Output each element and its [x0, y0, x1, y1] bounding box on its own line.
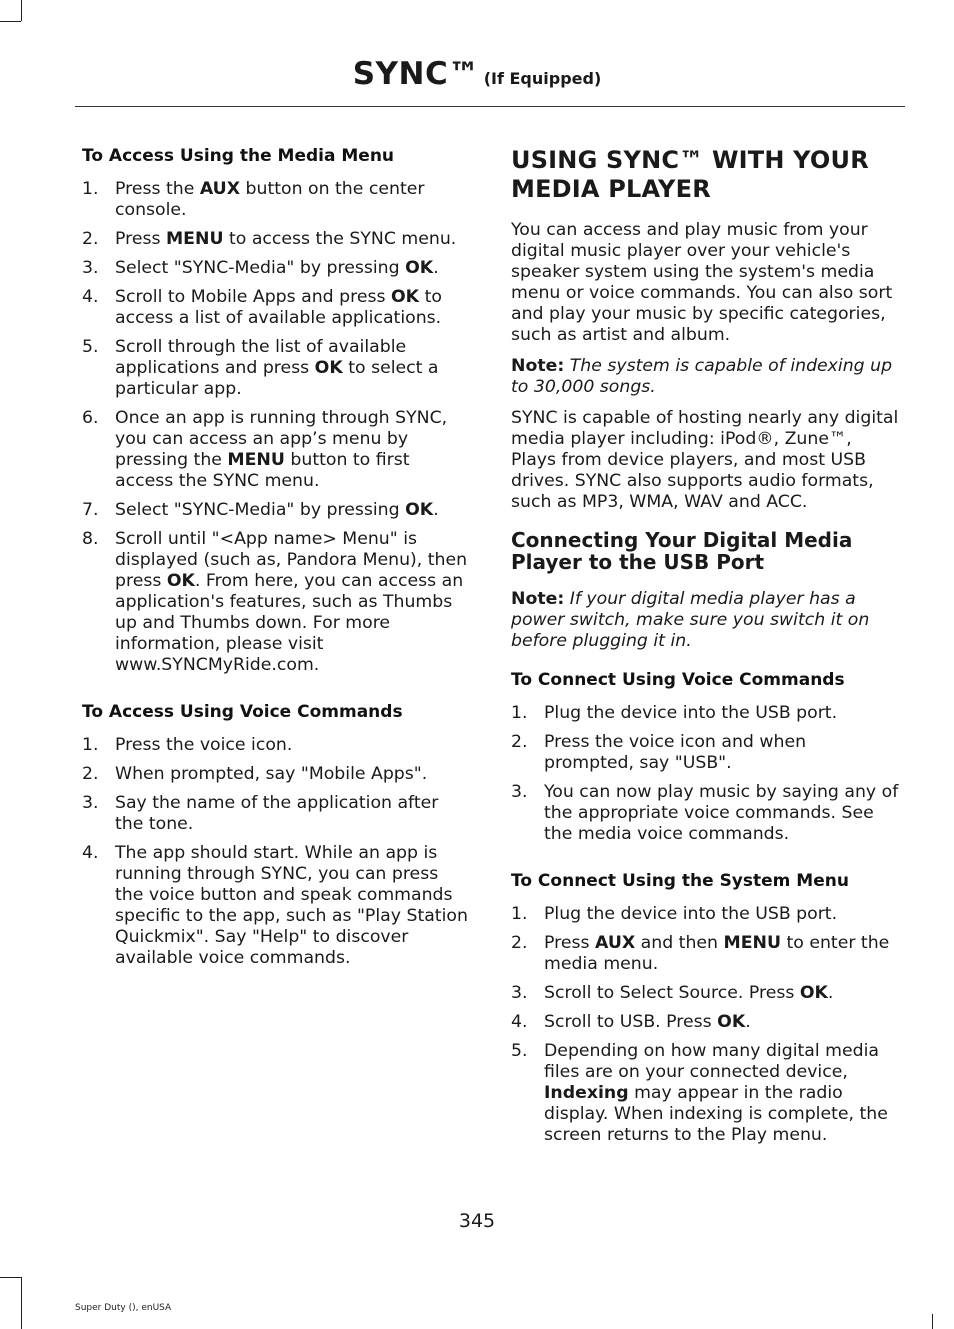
step-text: Press the voice icon.: [115, 735, 293, 755]
step-number: 5.: [511, 1041, 528, 1061]
step-text: Once an app is running through SYNC, you can access an app’s menu by pressing the: [115, 408, 448, 470]
step-item: [511, 732, 901, 774]
step-text: and then: [635, 933, 724, 953]
step-text: .: [433, 500, 439, 520]
step-text: The app should start. While an app is running through SYNC, you can press the voice button and speak commands specific to the app, such as "Play Station Quickmix". Say "Help" to discover available voice commands.: [115, 843, 468, 968]
step-text: Scroll to Mobile Apps and press: [115, 287, 391, 307]
step-keyword: MENU: [227, 450, 285, 470]
step-text: .: [827, 983, 834, 1003]
connect-menu-steps: [511, 904, 901, 1146]
step-number: 3.: [82, 793, 99, 813]
step-keyword: OK: [390, 287, 420, 307]
right-column: [511, 146, 901, 1154]
header-rule: [75, 106, 905, 107]
step-text: to access the SYNC menu.: [223, 229, 457, 249]
step-keyword: OK: [405, 500, 434, 520]
crop-mark: [21, 0, 22, 21]
step-text: button on the center console.: [115, 179, 425, 220]
media-menu-heading: To Access Using the Media Menu: [82, 146, 395, 166]
step-text: .: [745, 1012, 751, 1032]
step-item: [82, 764, 472, 785]
crop-mark: [21, 1277, 22, 1329]
step-number: 5.: [82, 337, 99, 357]
step-number: 2.: [82, 764, 99, 784]
step-number: 3.: [82, 258, 99, 278]
step-text: You can now play music by saying any of the appropriate voice commands. See the media voice commands.: [544, 782, 899, 844]
step-number: 1.: [82, 735, 99, 755]
step-number: 7.: [82, 500, 99, 520]
left-column: [82, 146, 472, 977]
step-text: Press: [544, 933, 595, 953]
step-item: [82, 408, 472, 492]
step-number: 1.: [511, 703, 528, 723]
note-text: If your digital media player has a power switch, make sure you switch it on before plugging it in.: [511, 589, 870, 651]
step-item: [82, 179, 472, 221]
step-text: Plug the device into the USB port.: [544, 904, 838, 924]
voice-commands-steps: [82, 735, 472, 969]
step-number: 4.: [511, 1012, 528, 1032]
step-number: 3.: [511, 782, 528, 802]
step-item: [82, 500, 472, 521]
intro-paragraph: You can access and play music from your digital music player over your vehicle's speaker system using the system's media menu or voice commands. You can also sort and play your music by specific categories, such as artist and album.: [511, 220, 893, 345]
step-item: [82, 258, 472, 279]
section-title: USING SYNC™ WITH YOUR MEDIA PLAYER: [511, 146, 869, 203]
step-keyword: OK: [717, 1012, 746, 1032]
note-power-switch: [511, 589, 901, 652]
connect-voice-steps: [511, 703, 901, 845]
note-label: Note:: [511, 589, 565, 609]
step-keyword: MENU: [723, 933, 781, 953]
media-menu-steps: [82, 179, 472, 676]
crop-mark: [0, 1277, 21, 1278]
step-number: 4.: [82, 287, 99, 307]
hosting-paragraph: SYNC is capable of hosting nearly any digital media player including: iPod®, Zune™, Plays from device players, and most USB drives. SYNC also supports audio formats, such as MP3, WMA, WAV and ACC.: [511, 408, 899, 512]
step-text: Scroll through the list of available applications and press: [115, 337, 407, 378]
step-text: When prompted, say "Mobile Apps".: [115, 764, 428, 784]
step-item: [82, 229, 472, 250]
connect-voice-heading: To Connect Using Voice Commands: [511, 670, 845, 690]
step-text: button to first access the SYNC menu.: [115, 450, 410, 491]
step-text: may appear in the radio display. When indexing is complete, the screen returns to the Play menu.: [544, 1083, 888, 1145]
step-text: Scroll to USB. Press: [544, 1012, 718, 1032]
step-keyword: MENU: [165, 229, 224, 249]
header-subtitle: (If Equipped): [483, 69, 602, 88]
step-text: to select a particular app.: [115, 358, 439, 399]
step-item: [82, 287, 472, 329]
footer-text: Super Duty (), enUSA: [75, 1303, 172, 1313]
step-keyword: AUX: [594, 933, 636, 953]
subsection-title: Connecting Your Digital Media Player to the USB Port: [511, 528, 853, 574]
step-number: 1.: [82, 179, 99, 199]
step-keyword: OK: [314, 358, 343, 378]
step-keyword: OK: [799, 983, 828, 1003]
step-item: [511, 1012, 901, 1033]
step-text: .: [433, 258, 439, 278]
step-text: to access a list of available applications.: [115, 287, 442, 328]
step-item: [511, 933, 901, 975]
step-keyword: OK: [166, 571, 195, 591]
note-indexing: [511, 356, 901, 398]
step-text: to enter the media menu.: [544, 933, 890, 974]
crop-mark: [0, 21, 21, 22]
step-text: . From here, you can access an application's features, such as Thumbs up and Thumbs down. For more information, please visit www.SYNCMyRide.com.: [115, 571, 464, 675]
step-number: 2.: [82, 229, 99, 249]
step-item: [511, 904, 901, 925]
step-text: Say the name of the application after the tone.: [115, 793, 439, 834]
step-item: [82, 793, 472, 835]
step-keyword: AUX: [199, 179, 241, 199]
step-number: 2.: [511, 933, 528, 953]
step-text: Scroll until "<App name> Menu" is displayed (such as, Pandora Menu), then press: [115, 529, 468, 591]
step-text: Press the voice icon and when prompted, say "USB".: [544, 732, 807, 773]
step-text: Depending on how many digital media files are on your connected device,: [544, 1041, 879, 1082]
connect-menu-heading: To Connect Using the System Menu: [511, 871, 849, 891]
step-text: Press the: [115, 179, 200, 199]
note-text: The system is capable of indexing up to 30,000 songs.: [511, 356, 893, 397]
step-text: Press: [115, 229, 166, 249]
step-item: [511, 782, 901, 845]
step-keyword: Indexing: [544, 1083, 629, 1103]
step-number: 3.: [511, 983, 528, 1003]
step-item: [82, 337, 472, 400]
step-number: 6.: [82, 408, 99, 428]
step-item: [82, 843, 472, 969]
step-text: Select "SYNC-Media" by pressing: [115, 500, 406, 520]
step-text: Select "SYNC-Media" by pressing: [115, 258, 406, 278]
note-label: Note:: [511, 356, 565, 376]
step-number: 4.: [82, 843, 99, 863]
voice-commands-heading: To Access Using Voice Commands: [82, 702, 403, 722]
step-keyword: OK: [405, 258, 434, 278]
step-text: Plug the device into the USB port.: [544, 703, 838, 723]
step-item: [511, 1041, 901, 1146]
step-item: [82, 529, 472, 676]
step-text: Scroll to Select Source. Press: [544, 983, 800, 1003]
step-number: 1.: [511, 904, 528, 924]
page-number: 345: [458, 1210, 496, 1232]
page-header: [0, 56, 954, 92]
step-item: [82, 735, 472, 756]
step-item: [511, 983, 901, 1004]
header-title: SYNC™: [352, 56, 480, 92]
step-item: [511, 703, 901, 724]
step-number: 2.: [511, 732, 528, 752]
crop-mark: [932, 1314, 933, 1329]
step-number: 8.: [82, 529, 99, 549]
